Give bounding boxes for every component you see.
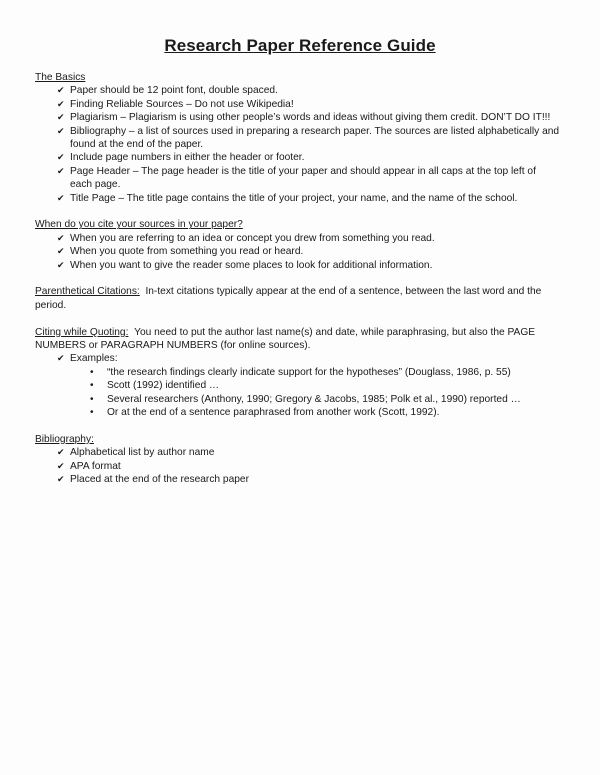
section-heading: Citing while Quoting:: [35, 326, 129, 338]
list-item: [57, 473, 560, 486]
list-item: [57, 352, 560, 365]
section-quoting: [35, 326, 560, 420]
checkmark-icon: ✔: [57, 353, 65, 364]
list-item-text: When you quote from something you read or heard.: [70, 246, 304, 258]
list-item: [57, 84, 560, 97]
checklist: [35, 232, 560, 272]
list-item-text: Plagiarism – Plagiarism is using other people’s words and ideas without giving them credit. DON’T DO IT!!!: [70, 112, 551, 124]
section-heading: When do you cite your sources in your paper?: [35, 219, 243, 231]
example-text: “the research findings clearly indicate support for the hypotheses” (Douglass, 1986, p. 55): [107, 366, 511, 378]
checklist: [35, 84, 560, 205]
example-item: [90, 366, 560, 379]
bullet-icon: •: [90, 380, 94, 392]
list-item: [57, 259, 560, 272]
list-item-text: Include page numbers in either the header or footer.: [70, 152, 305, 164]
list-item-text: When you are referring to an idea or concept you drew from something you read.: [70, 232, 435, 244]
list-item: [57, 460, 560, 473]
example-text: Scott (1992) identified …: [107, 380, 220, 392]
list-item-text: Alphabetical list by author name: [70, 447, 215, 459]
checkmark-icon: ✔: [57, 259, 65, 270]
list-item: [57, 192, 560, 205]
example-list: [35, 366, 560, 420]
example-text: Or at the end of a sentence paraphrased from another work (Scott, 1992).: [107, 407, 440, 419]
section-heading: Parenthetical Citations:: [35, 286, 140, 298]
checkmark-icon: ✔: [57, 460, 65, 471]
example-item: [90, 406, 560, 419]
list-item: [57, 165, 560, 192]
checkmark-icon: ✔: [57, 474, 65, 485]
document-body: [35, 71, 560, 500]
section-text: In-text citations typically appear at the end of a sentence, between the last word and the period.: [35, 286, 542, 311]
checklist: [35, 446, 560, 486]
bullet-icon: •: [90, 407, 94, 419]
checkmark-icon: ✔: [57, 447, 65, 458]
list-item: [57, 98, 560, 111]
list-item: [57, 125, 560, 152]
section-heading: Bibliography:: [35, 433, 94, 445]
bullet-icon: •: [90, 393, 94, 405]
list-item: [57, 446, 560, 459]
page-title: Research Paper Reference Guide: [164, 36, 436, 55]
example-item: [90, 379, 560, 392]
list-item-text: Title Page – The title page contains the title of your project, your name, and the name of the school.: [70, 192, 518, 204]
list-item-text: APA format: [70, 460, 121, 472]
list-item-text: Bibliography – a list of sources used in preparing a research paper. The sources are listed alphabetically and found at the end of the paper.: [70, 125, 560, 151]
section-when-cite: [35, 218, 560, 272]
list-item: [57, 111, 560, 124]
section-heading: The Basics: [35, 72, 86, 83]
checkmark-icon: ✔: [57, 112, 65, 123]
section-bibliography: [35, 433, 560, 487]
list-item-text: Page Header – The page header is the title of your paper and should appear in all caps at the top left of each page.: [70, 165, 536, 191]
section-parenthetical: [35, 285, 560, 312]
list-item: [57, 232, 560, 245]
list-item-text: Finding Reliable Sources – Do not use Wikipedia!: [70, 98, 294, 110]
example-item: [90, 393, 560, 406]
list-item-text: Placed at the end of the research paper: [70, 474, 249, 486]
checkmark-icon: ✔: [57, 85, 65, 96]
list-item-text: Paper should be 12 point font, double spaced.: [70, 85, 278, 97]
checkmark-icon: ✔: [57, 152, 65, 163]
checkmark-icon: ✔: [57, 125, 65, 136]
list-item-text: Examples:: [70, 353, 118, 365]
checkmark-icon: ✔: [57, 246, 65, 257]
checklist: [35, 352, 560, 365]
example-text: Several researchers (Anthony, 1990; Gregory & Jacobs, 1985; Polk et al., 1990) reported …: [107, 393, 521, 405]
bullet-icon: •: [90, 366, 94, 378]
checkmark-icon: ✔: [57, 165, 65, 176]
list-item-text: When you want to give the reader some places to look for additional information.: [70, 259, 433, 271]
section-text: You need to put the author last name(s) and date, while paraphrasing, but also the PAGE NUMBERS or PARAGRAPH NUMBERS (for online sources).: [35, 326, 536, 352]
list-item: [57, 151, 560, 164]
list-item: [57, 245, 560, 258]
checkmark-icon: ✔: [57, 192, 65, 203]
checkmark-icon: ✔: [57, 232, 65, 243]
checkmark-icon: ✔: [57, 98, 65, 109]
section-basics: [35, 71, 560, 205]
